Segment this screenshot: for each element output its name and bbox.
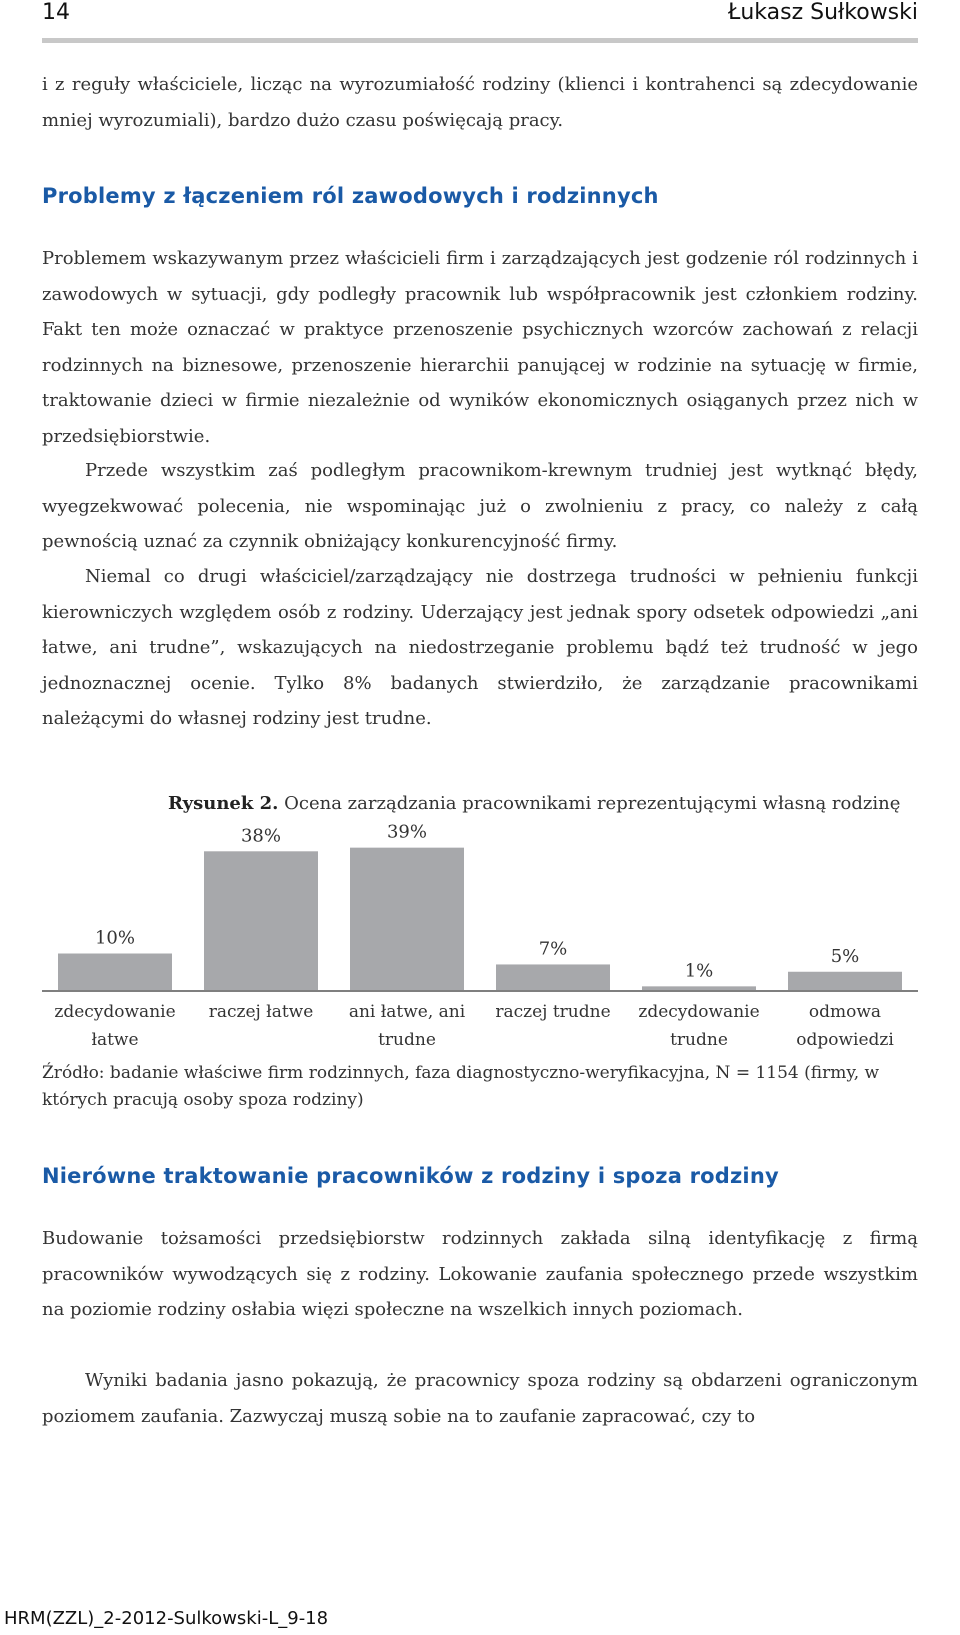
bar [350,848,464,990]
bar-chart [0,820,960,1060]
data-label: 10% [94,927,136,949]
data-label: 39% [386,821,428,843]
category-label: łatwe [91,1030,139,1050]
category-label: raczej trudne [495,1002,611,1022]
running-header [42,0,918,30]
paragraph: Problemem wskazywanym przez właścicieli firm i zarządzających jest godzenie ról rodzinnych i zawodowych w sytuacji, gdy podległy pracownik lub współpracownik jest członkiem rodziny. Fakt ten może oznaczać w praktyce przenoszenie psychicznych wzorców zachowań z relacji rodzinnych na biznesowe, przenoszenie hierarchii panującej w rodzinie na sytuację w firmie, traktowanie dzieci w firmie niezależnie od wyników ekonomicznych osiąganych przez nich w przedsiębiorstwie. [42,248,918,447]
section-heading: Nierówne traktowanie pracowników z rodziny i spoza rodziny [42,1164,779,1188]
footer-filename: HRM(ZZL)_2-2012-Sulkowski-L_9-18 [4,1608,329,1629]
category-label: odmowa [808,1002,882,1022]
figure-caption [168,793,900,814]
section-heading: Problemy z łączeniem ról zawodowych i rodzinnych [42,184,659,208]
figure-source: Źródło: badanie właściwe firm rodzinnych, faza diagnostyczno-weryfikacyjna, N = 1154 (firmy, w których pracują osoby spoza rodziny) [42,1063,880,1110]
bar [496,964,610,990]
data-label: 5% [830,945,860,967]
paragraph: Budowanie tożsamości przedsiębiorstw rodzinnych zakłada silną identyfikację z firmą pracowników wywodzących się z rodziny. Lokowanie zaufania społecznego przede wszystkim na poziomie rodziny osłabia więzi społeczne na wszelkich innych poziomach. [42,1228,918,1320]
header-rule [42,38,918,43]
bar [204,851,318,990]
data-label: 38% [240,825,282,847]
paragraph: Przede wszystkim zaś podległym pracownikom-krewnym trudniej jest wytknąć błędy, wyegzekwować polecenia, nie wspominając już o zwolnieniu z pracy, co należy z całą pewnością uznać za czynnik obniżający konkurencyjność firmy. [42,460,918,552]
category-label: odpowiedzi [796,1030,894,1050]
paragraph: Wyniki badania jasno pokazują, że pracownicy spoza rodziny są obdarzeni ograniczonym poziomem zaufania. Zazwyczaj muszą sobie na to zaufanie zapracować, czy to [42,1370,918,1427]
figure-title: Ocena zarządzania pracownikami reprezentującymi własną rodzinę [284,793,901,814]
category-label: trudne [670,1030,728,1050]
data-label: 7% [538,938,568,960]
paragraph: Niemal co drugi właściciel/zarządzający nie dostrzega trudności w pełnieniu funkcji kierowniczych względem osób z rodziny. Uderzający jest jednak spory odsetek odpowiedzi „ani łatwe, ani trudne”, wskazujących na niedostrzeganie problemu bądź też trudność w jego jednoznacznej ocenie. Tylko 8% badanych stwierdziło, że zarządzanie pracownikami należącymi do własnej rodziny jest trudne. [42,566,918,729]
category-label: raczej łatwe [208,1002,314,1022]
category-label: ani łatwe, ani [348,1002,466,1022]
bar [642,986,756,990]
figure-label: Rysunek 2. [168,793,279,814]
paragraph: i z reguły właściciele, licząc na wyrozumiałość rodziny (klienci i kontrahenci są zdecydowanie mniej wyrozumiali), bardzo dużo czasu poświęcają pracy. [42,74,918,131]
author-name: Łukasz Sułkowski [727,0,918,25]
page-number: 14 [42,0,70,25]
category-label: zdecydowanie [54,1002,176,1022]
category-label: trudne [378,1030,436,1050]
data-label: 1% [684,960,714,982]
bar [58,954,172,991]
category-label: zdecydowanie [638,1002,760,1022]
bar [788,972,902,990]
